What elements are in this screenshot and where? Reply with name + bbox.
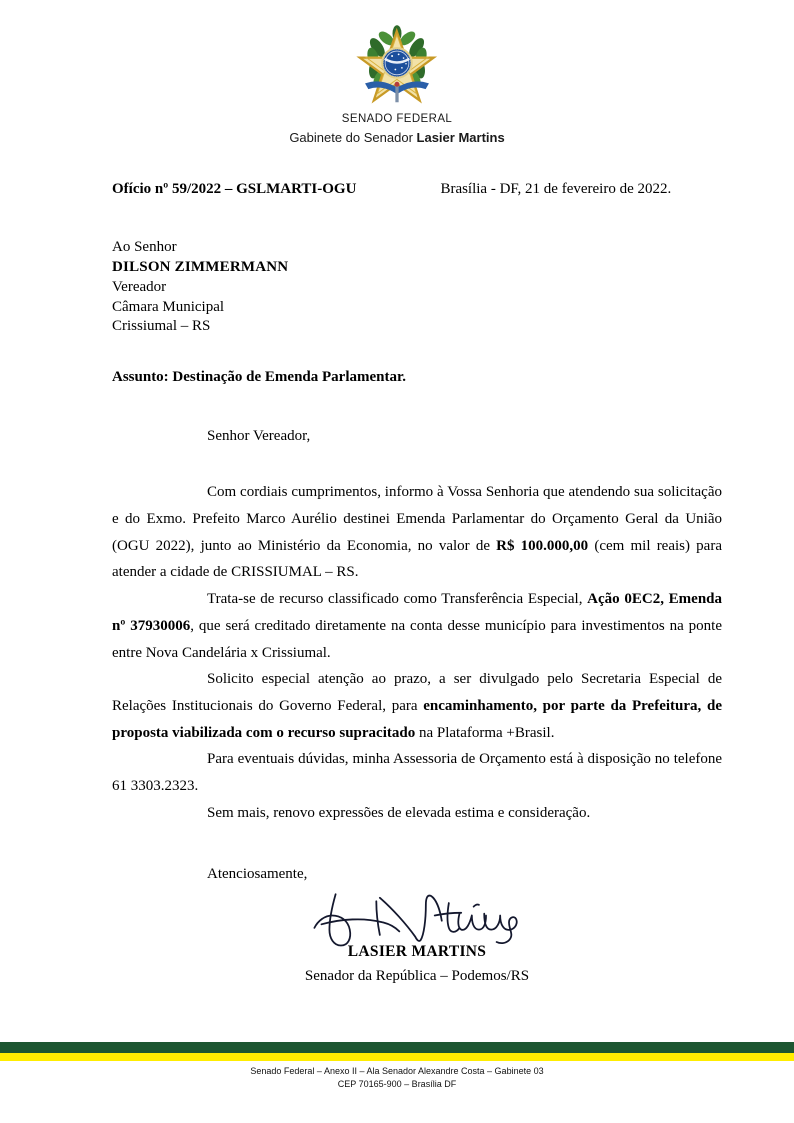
paragraph-5: Sem mais, renovo expressões de elevada estima e consideração. xyxy=(207,804,591,821)
paragraph-1 xyxy=(112,479,722,586)
paragraph-1-part-a: Com cordiais cumprimentos, informo à Vossa Senhoria que atendendo sua solicitação e do Exmo. Prefeito Marco Aurélio destinei Emenda Parlamentar do Orçamento Geral da União (OGU 2022), junto ao Ministério da Economia, no valor de xyxy=(112,484,722,554)
footer-address-line-2: CEP 70165-900 – Brasília DF xyxy=(337,1079,457,1090)
page-footer xyxy=(0,1042,794,1123)
paragraph-2 xyxy=(112,586,722,666)
closing-line: Atenciosamente, xyxy=(207,866,308,883)
amount-value: R$ 100.000,00 xyxy=(496,537,589,554)
coat-of-arms-icon xyxy=(356,22,438,108)
signature-center xyxy=(112,883,722,985)
place-and-date: Brasília - DF, 21 de fevereiro de 2022. xyxy=(440,180,672,197)
addressee-salutation: Ao Senhor xyxy=(112,238,177,255)
letter-heading-row xyxy=(112,181,722,198)
paragraph-2-part-a: Trata-se de recurso classificado como Transferência Especial, xyxy=(207,591,588,608)
paragraph-3-part-c: na Plataforma +Brasil. xyxy=(415,724,555,741)
paragraph-3-part-a: Solicito especial atenção ao prazo, a ser divulgado pelo Secretaria Especial de Relações Institucionais do Governo Federal, para xyxy=(112,671,722,714)
paragraph-2-part-c: , que será creditado diretamente na conta desse município para investimentos na ponte entre Nova Candelária x Crissiumal. xyxy=(112,617,723,661)
signer-name: LASIER MARTINS xyxy=(347,943,487,961)
oficio-number: Ofício nº 59/2022 – GSLMARTI-OGU xyxy=(112,180,357,197)
addressee-city: Crissiumal – RS xyxy=(112,318,211,335)
signature-block xyxy=(112,866,722,985)
paragraph-4: Para eventuais dúvidas, minha Assessoria de Orçamento está à disposição no telefone 61 3303.2323. xyxy=(112,751,722,794)
addressee-name: DILSON ZIMMERMANN xyxy=(112,258,289,275)
footer-bar-yellow xyxy=(0,1053,794,1061)
addressee-block xyxy=(112,238,722,338)
subject-line: Assunto: Destinação de Emenda Parlamentar. xyxy=(112,369,407,386)
letterhead xyxy=(0,0,794,147)
letter-body xyxy=(0,181,794,986)
salutation-line: Senhor Vereador, xyxy=(207,428,311,445)
proposal-instruction: encaminhamento, por parte da Prefeitura, de proposta viabilizada com o recurso supracitado xyxy=(112,697,722,741)
letterhead-office-prefix: Gabinete do Senador xyxy=(289,129,417,145)
footer-address xyxy=(0,1061,794,1123)
paragraph-1-part-c: (cem mil reais) para atender a cidade de CRISSIUMAL – RS. xyxy=(112,537,722,581)
paragraph-3 xyxy=(112,666,722,746)
footer-bar-green xyxy=(0,1042,794,1053)
footer-address-line-1: Senado Federal – Anexo II – Ala Senador Alexandre Costa – Gabinete 03 xyxy=(250,1066,544,1076)
addressee-organization: Câmara Municipal xyxy=(112,298,225,315)
letterhead-senator-name: Lasier Martins xyxy=(416,129,505,145)
letterhead-institution: SENADO FEDERAL xyxy=(341,113,453,125)
signer-role: Senador da República – Podemos/RS xyxy=(304,968,530,985)
addressee-title: Vereador xyxy=(112,278,167,295)
letterhead-office xyxy=(0,129,794,147)
amendment-reference: Ação 0EC2, Emenda nº 37930006 xyxy=(112,591,723,634)
